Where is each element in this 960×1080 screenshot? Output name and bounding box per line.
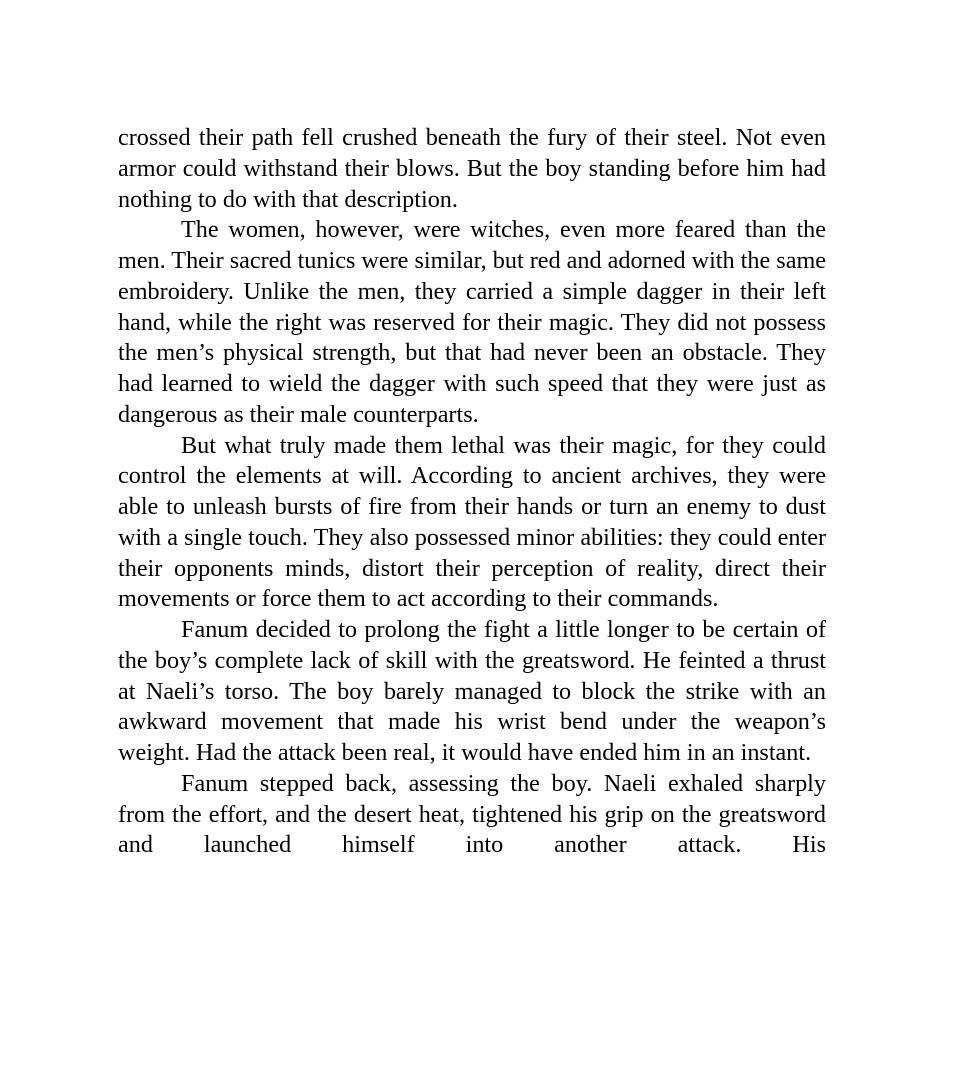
paragraph-3: But what truly made them lethal was their magic, for they could control the elements at will. According to ancient archives, they were able to unleash bursts of fire from their hands or turn an enemy to dust with a single touch. They also possessed minor abilities: they could enter their opponents minds, distort their perception of reality, direct their movements or force them to act according to their commands.: [118, 431, 826, 613]
paragraph-4: Fanum decided to prolong the fight a little longer to be certain of the boy’s complete lack of skill with the greatsword. He feinted a thrust at Naeli’s torso. The boy barely managed to block the strike with an awkward movement that made his wrist bend under the weapon’s weight. Had the attack been real, it would have ended him in an instant.: [118, 616, 826, 766]
page-body: [118, 123, 826, 861]
paragraph-2: The women, however, were witches, even more feared than the men. Their sacred tunics were similar, but red and adorned with the same embroidery. Unlike the men, they carried a simple dagger in their left hand, while the right was reserved for their magic. They did not possess the men’s physical strength, but that had never been an obstacle. They had learned to wield the dagger with such speed that they were just as dangerous as their male counterparts.: [118, 216, 826, 428]
paragraph-1: crossed their path fell crushed beneath the fury of their steel. Not even armor could withstand their blows. But the boy standing before him had nothing to do with that description.: [118, 124, 826, 213]
paragraph-5: Fanum stepped back, assessing the boy. Naeli exhaled sharply from the effort, and the desert heat, tightened his grip on the greatsword and launched himself into another attack. His: [118, 769, 826, 859]
